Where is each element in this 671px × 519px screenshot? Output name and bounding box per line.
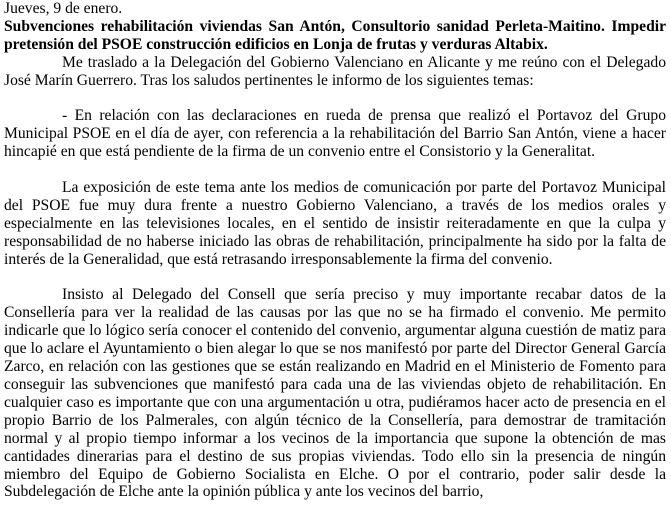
paragraph-spacer bbox=[4, 90, 666, 108]
paragraph-press-declarations: - En relación con las declaraciones en rueda de prensa que realizó el Portavoz del Grupo Municipal PSOE en el día de ayer, con referencia a la rehabilitación del Barrio San Antón, viene a hacer hincapié en que está pendiente de la firma de un convenio entre el Consistorio y la Generalitat. bbox=[4, 107, 666, 161]
document-page bbox=[4, 0, 666, 501]
paragraph-spacer bbox=[4, 269, 666, 287]
paragraph-insist-delegate: Insisto al Delegado del Consell que sería preciso y muy importante recabar datos de la Consellería para ver la realidad de las causas por las que no se ha firmado el convenio. Me permito indicarle que lo lógico sería conocer el contenido del convenio, argumentar alguna cuestión de matiz para que lo aclare el Ayuntamiento o bien alegar lo que se nos manifestó por parte del Director General García Zarco, en relación con las gestiones que se están realizando en Madrid en el Ministerio de Fomento para conseguir las subvenciones que manifestó para cada una de las viviendas objeto de rehabilitación. En cualquier caso es importante que con una argumentación u otra, pudiéramos hacer acto de presencia en el propio Barrio de los Palmerales, con algún técnico de la Consellería, para demostrar de tramitación normal y al propio tiempo informar a los vecinos de la importancia que supone la obtención de mas cantidades dinerarias para el destino de sus propias viviendas. Todo ello sin la presencia de ningún miembro del Equipo de Gobierno Socialista en Elche. O por el contrario, poder salir desde la Subdelegación de Elche ante la opinión pública y ante los vecinos del barrio, bbox=[4, 286, 666, 501]
paragraph-spacer bbox=[4, 161, 666, 179]
entry-date: Jueves, 9 de enero. bbox=[4, 0, 123, 17]
paragraph-media-exposure: La exposición de este tema ante los medios de comunicación por parte del Portavoz Municipal del PSOE fue muy dura frente a nuestro Gobierno Valenciano, a través de los medios orales y especialmente en las televisiones locales, en el sentido de insistir reiteradamente en que la culpa y responsabilidad de no haberse iniciado las obras de rehabilitación, principalmente ha sido por la falta de interés de la Generalidad, que está retrasando irresponsablemente la firma del convenio. bbox=[4, 179, 666, 268]
paragraph-intro: Me traslado a la Delegación del Gobierno Valenciano en Alicante y me reúno con el Delegado José Marín Guerrero. Tras los saludos pertinentes le informo de los siguientes temas: bbox=[4, 53, 666, 89]
entry-headline: Subvenciones rehabilitación viviendas San Antón, Consultorio sanidad Perleta-Maitino. Impedir pretensión del PSOE construcción edificios en Lonja de frutas y verduras Altabix. bbox=[4, 17, 666, 53]
